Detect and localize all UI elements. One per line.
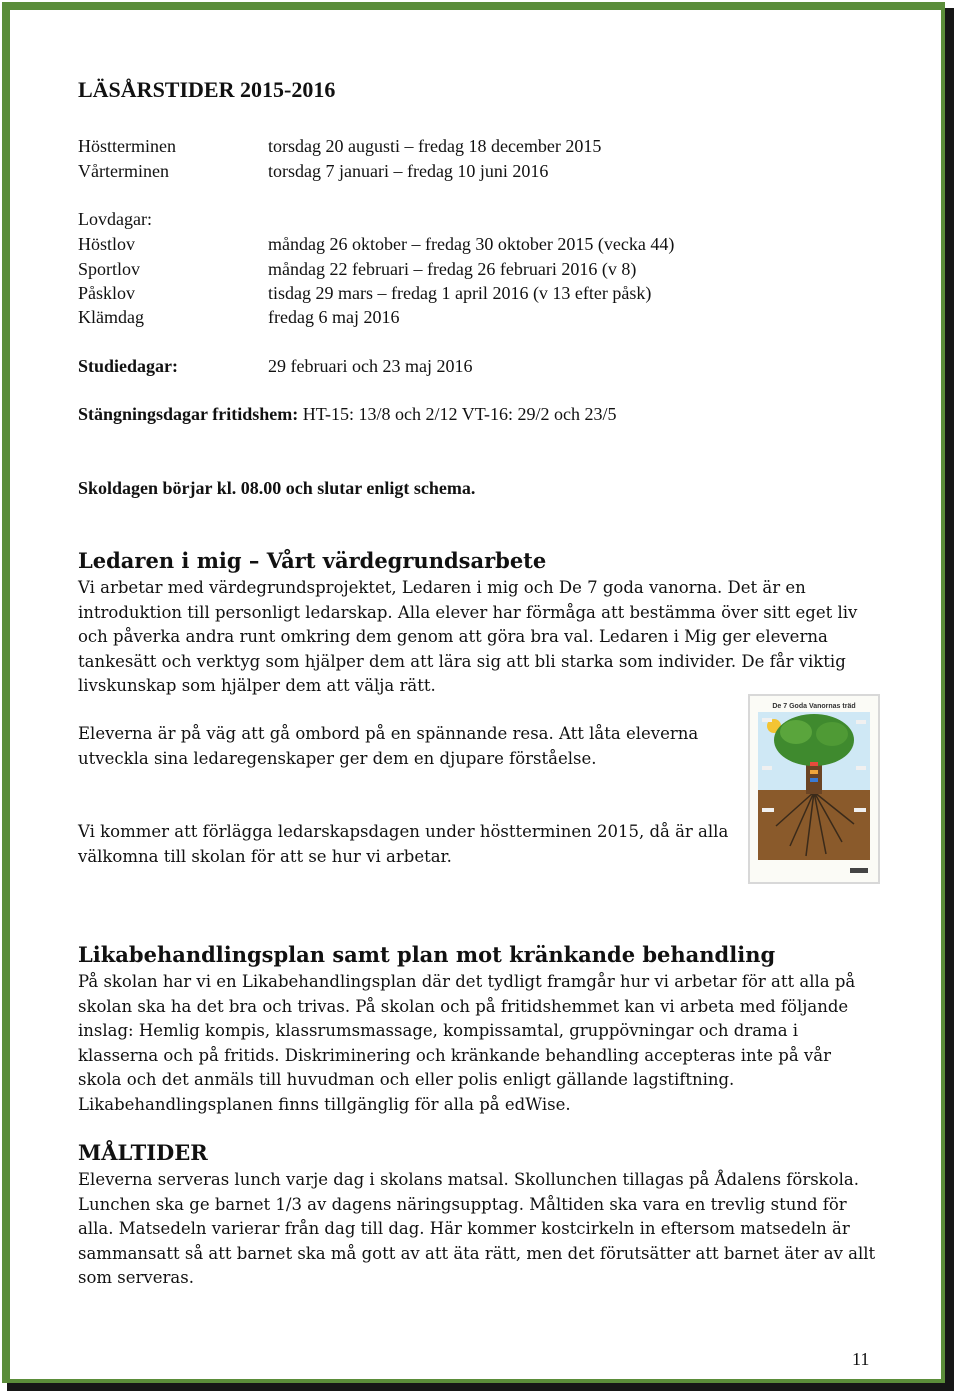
closing-days-value: HT-15: 13/8 och 2/12 VT-16: 29/2 och 23/5 [302,404,617,424]
term-label: Vårterminen [78,161,169,181]
holiday-label: Påsklov [78,283,136,303]
page-title: LÄSÅRSTIDER 2015-2016 [78,77,336,102]
closing-days-label: Stängningsdagar fritidshem: [78,404,299,424]
closing-days [78,402,617,426]
leader-heading: Ledaren i mig – Vårt värdegrundsarbete [78,548,547,573]
holiday-value: tisdag 29 mars – fredag 1 april 2016 (v 13 efter påsk) [268,283,652,303]
paragraph-line: livskunskap som hjälper dem att välja rätt. [78,676,436,695]
holiday-value: fredag 6 maj 2016 [268,307,400,327]
leadership-day-paragraph [78,820,738,869]
habits-tree-image [748,694,880,884]
paragraph-line: introduktion till personligt ledarskap. Alla elever har förmåga att bestämma över sitt eget liv [78,602,858,622]
holiday-label: Höstlov [78,234,136,254]
tree-image-title: De 7 Goda Vanornas träd [772,703,856,710]
holiday-value: måndag 26 oktober – fredag 30 oktober 2015 (vecka 44) [268,234,675,254]
holiday-value: måndag 22 februari – fredag 26 februari 2016 (v 8) [268,259,637,279]
paragraph-line: klasserna och på fritids. Diskriminering och kränkande behandling accepteras inte på vår [78,1045,831,1065]
page-number: 11 [852,1349,870,1369]
journey-paragraph [78,722,738,771]
paragraph-line: Vi kommer att förlägga ledarskapsdagen under höstterminen 2015, då är alla [78,822,729,841]
study-days-value: 29 februari och 23 maj 2016 [268,356,473,376]
meals-paragraph [78,1168,878,1291]
paragraph-line: Likabehandlingsplanen finns tillgänglig för alla på edWise. [78,1094,571,1114]
paragraph-line: skolan ska ha det bra och trivas. På skolan och på fritidshemmet kan vi arbeta med följande [78,996,849,1016]
paragraph-line: Vi arbetar med värdegrundsprojektet, Ledaren i mig och De 7 goda vanorna. Det är en [78,578,806,597]
tree-illustration [750,696,878,882]
holiday-label: Klämdag [78,307,144,327]
paragraph-line: och påverka andra runt omkring dem genom att göra bra val. Ledaren i Mig ger eleverna [78,627,828,646]
leader-paragraph [78,576,878,699]
holidays-heading: Lovdagar: [78,209,152,229]
paragraph-line: På skolan har vi en Likabehandlingsplan där det tydligt framgår hur vi arbetar för att alla på [78,972,856,991]
equality-heading: Likabehandlingsplan samt plan mot kränkande behandling [78,942,776,967]
paragraph-line: välkomna till skolan för att se hur vi arbetar. [78,846,452,866]
term-value: torsdag 7 januari – fredag 10 juni 2016 [268,161,549,181]
paragraph-line: inslag: Hemlig kompis, klassrumsmassage, kompissamtal, gruppövningar och drama i [78,1021,799,1040]
paragraph-line: tankesätt och verktyg som hjälper dem att lära sig att bli starka som individer. De får viktig [78,651,846,671]
paragraph-line: alla. Matsedeln varierar från dag till dag. Här kommer kostcirkeln in eftersom matsedeln är [78,1219,850,1238]
school-day-text: Skoldagen börjar kl. 08.00 och slutar enligt schema. [78,478,476,498]
study-days-label: Studiedagar: [78,356,179,376]
paragraph-line: Eleverna är på väg att gå ombord på en spännande resa. Att låta eleverna [78,724,699,743]
paragraph-line: Lunchen ska ge barnet 1/3 av dagens näringsupptag. Måltiden ska vara en trevlig stund för [78,1194,847,1214]
term-value: torsdag 20 augusti – fredag 18 december 2015 [268,136,602,156]
paragraph-line: skola och det anmäls till huvudman och eller polis enligt gällande lagstiftning. [78,1070,735,1089]
paragraph-line: som serveras. [78,1268,194,1287]
term-label: Höstterminen [78,136,176,156]
equality-paragraph [78,970,878,1117]
paragraph-line: utveckla sina ledaregenskaper ger dem en djupare förståelse. [78,748,597,768]
holiday-label: Sportlov [78,259,141,279]
paragraph-line: sammansatt så att barnet ska må gott av att äta rätt, men det förutsätter att barnet äter av allt [78,1243,876,1263]
paragraph-line: Eleverna serveras lunch varje dag i skolans matsal. Skollunchen tillagas på Ådalens förskola. [78,1170,859,1189]
meals-heading: MÅLTIDER [78,1140,208,1165]
